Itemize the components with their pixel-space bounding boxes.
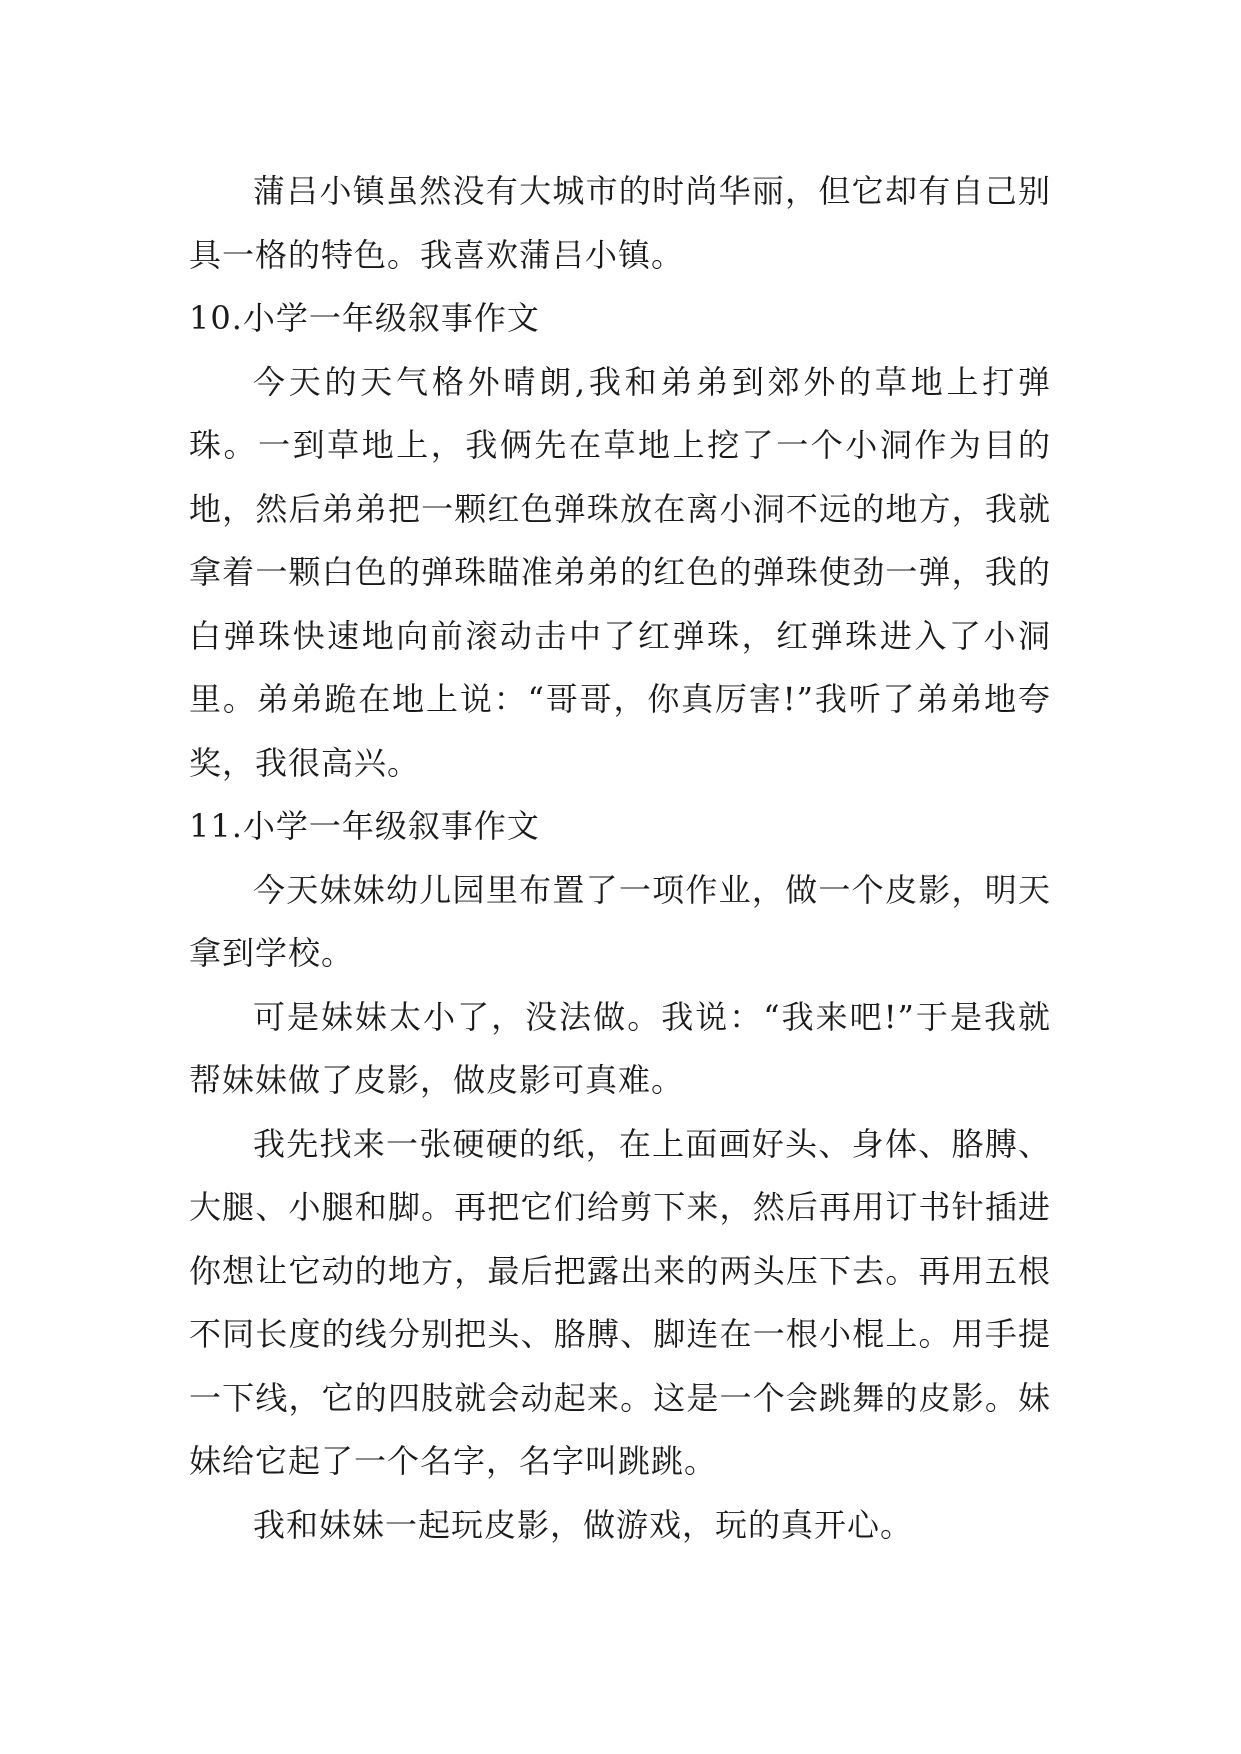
document-body — [189, 160, 1051, 1557]
paragraph-marbles: 今天的天气格外晴朗,我和弟弟到郊外的草地上打弹珠。一到草地上，我俩先在草地上挖了一个小洞作为目的地，然后弟弟把一颗红色弹珠放在离小洞不远的地方，我就拿着一颗白色的弹珠瞄准弟弟的红色的弹珠使劲一弹，我的白弹珠快速地向前滚动击中了红弹珠，红弹珠进入了小洞里。弟弟跪在地上说：“哥哥，你真厉害!”我听了弟弟地夸奖，我很高兴。 — [189, 362, 1051, 782]
essay-heading-11: 11.小学一年级叙事作文 — [189, 807, 540, 845]
paragraph-i-will-do-it: 可是妹妹太小了，没法做。我说：“我来吧!”于是我就帮妹妹做了皮影，做皮影可真难。 — [189, 997, 1051, 1099]
paragraph-homework: 今天妹妹幼儿园里布置了一项作业，做一个皮影，明天拿到学校。 — [189, 870, 1051, 972]
paragraph-making-puppet: 我先找来一张硬硬的纸，在上面画好头、身体、胳膊、大腿、小腿和脚。再把它们给剪下来，然后再用订书针插进你想让它动的地方，最后把露出来的两头压下去。再用五根不同长度的线分别把头、胳膊、脚连在一根小棍上。用手提一下线，它的四肢就会动起来。这是一个会跳舞的皮影。妹妹给它起了一个名字，名字叫跳跳。 — [189, 1124, 1051, 1480]
essay-heading-10: 10.小学一年级叙事作文 — [189, 299, 540, 337]
paragraph-town-conclusion: 蒲吕小镇虽然没有大城市的时尚华丽，但它却有自己别具一格的特色。我喜欢蒲吕小镇。 — [189, 172, 1051, 274]
paragraph-playing: 我和妹妹一起玩皮影，做游戏，玩的真开心。 — [253, 1505, 914, 1544]
